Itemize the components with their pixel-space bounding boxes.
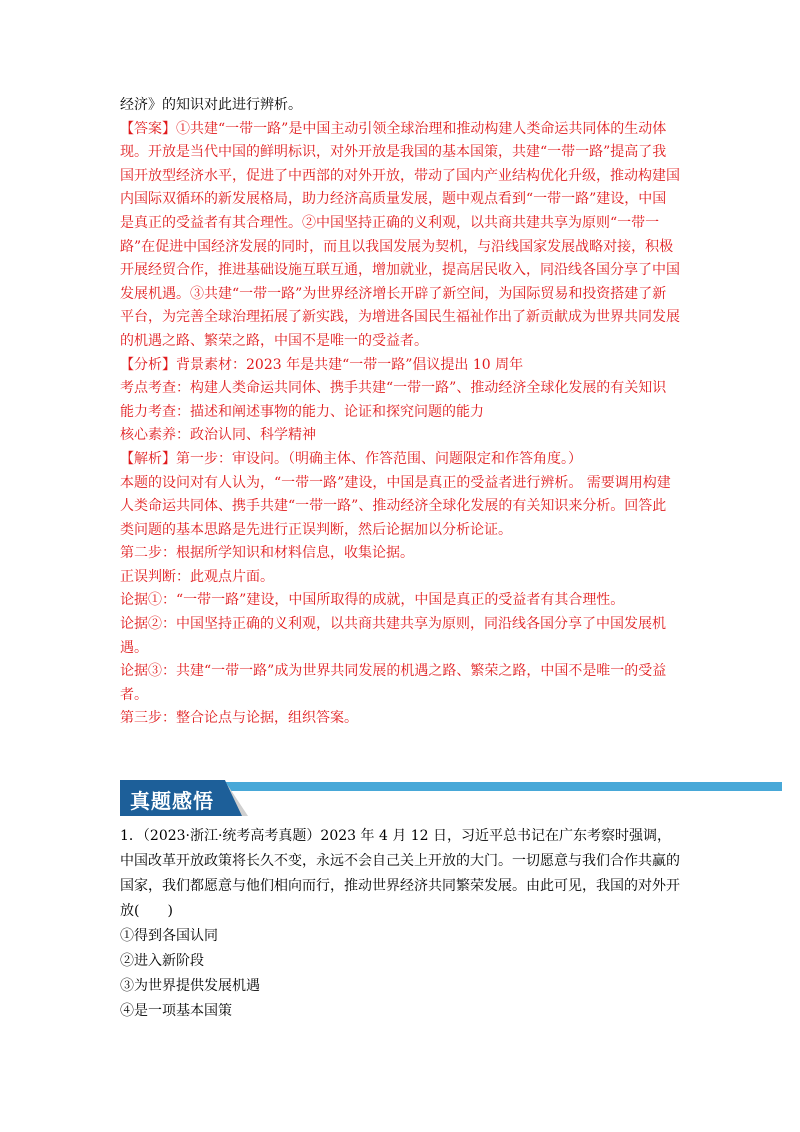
section-banner xyxy=(120,780,782,816)
explanation-paragraph: 本题的设问对有人认为，“一带一路”建设，中国是真正的受益者进行辨析。 需要调用构建人类命运共同体、携手共建“一带一路”、推动经济全球化发展的有关知识来分析。回答此类问题的基本思路是先进行正误判断，然后论据加以分析论证。 xyxy=(120,474,671,538)
question-option-2: ②进入新阶段 xyxy=(120,953,204,969)
question-option-4: ④是一项基本国策 xyxy=(120,1003,232,1019)
explanation-argument-2: 论据②：中国坚持正确的义利观，以共商共建共享为原则，同沿线各国分享了中国发展机遇。 xyxy=(120,616,666,656)
explanation-step-three: 第三步：整合论点与论据，组织答案。 xyxy=(120,710,358,727)
question-option-3: ③为世界提供发展机遇 xyxy=(120,978,260,994)
explanation-judgement: 正误判断：此观点片面。 xyxy=(120,568,274,585)
explanation-step-two: 第二步：根据所学知识和材料信息，收集论据。 xyxy=(120,545,414,562)
answer-paragraph: 【答案】①共建“一带一路”是中国主动引领全球治理和推动构建人类命运共同体的生动体现。开放是当代中国的鲜明标识，对外开放是我国的基本国策，共建“一带一路”提高了我国开放型经济水平，促进了中西部的对外开放，带动了国内产业结构优化升级，推动构建国内国际双循环的新发展格局，助力经济高质量发展，题中观点看到“一带一路”建设，中国是真正的受益者有其合理性。②中国坚持正确的义利观，以共商共建共享为原则“一带一路”在促进中国经济发展的同时，而且以我国发展为契机，与沿线国家发展战略对接，积极开展经贸合作，推进基础设施互联互通，增加就业，提高居民收入，同沿线各国分享了中国发展机遇。③共建“一带一路”为世界经济增长开辟了新空间，为国际贸易和投资搭建了新平台，为完善全球治理拓展了新实践，为增进各国民生福祉作出了新贡献成为世界共同发展的机遇之路、繁荣之路，中国不是唯一的受益者。 xyxy=(120,120,680,349)
explanation-argument-3: 论据③：共建“一带一路”成为世界共同发展的机遇之路、繁荣之路，中国不是唯一的受益者。 xyxy=(120,663,667,703)
question-option-1: ①得到各国认同 xyxy=(120,928,218,944)
banner-stripe xyxy=(220,782,782,791)
answer-section xyxy=(120,94,680,731)
explanation-argument-1: 论据①：“一带一路”建设，中国所取得的成就，中国是真正的受益者有其合理性。 xyxy=(120,592,625,609)
question-block xyxy=(120,824,680,1024)
section-title: 真题感悟 xyxy=(130,789,214,813)
intro-line: 经济》的知识对此进行辨析。 xyxy=(120,97,302,113)
analysis-line-topics: 考点考查：构建人类命运共同体、携手共建“一带一路”、推动经济全球化发展的有关知识 xyxy=(120,380,667,397)
question-stem: 1．（2023·浙江·统考高考真题）2023 年 4 月 12 日，习近平总书记在广东考察时强调，中国改革开放政策将长久不变，永远不会自己关上开放的大门。一切愿意与我们合作共赢的国家，我们都愿意与他们相向而行，推动世界经济共同繁荣发展。由此可见，我国的对外开放( ) xyxy=(120,828,680,919)
explanation-step-one: 【解析】第一步：审设问。（明确主体、作答范围、问题限定和作答角度。） xyxy=(120,450,582,467)
analysis-line-literacy: 核心素养：政治认同、科学精神 xyxy=(120,427,316,444)
analysis-line-background: 【分析】背景素材：2023 年是共建“一带一路”倡议提出 10 周年 xyxy=(120,356,524,373)
analysis-line-abilities: 能力考查：描述和阐述事物的能力、论证和探究问题的能力 xyxy=(120,403,484,420)
